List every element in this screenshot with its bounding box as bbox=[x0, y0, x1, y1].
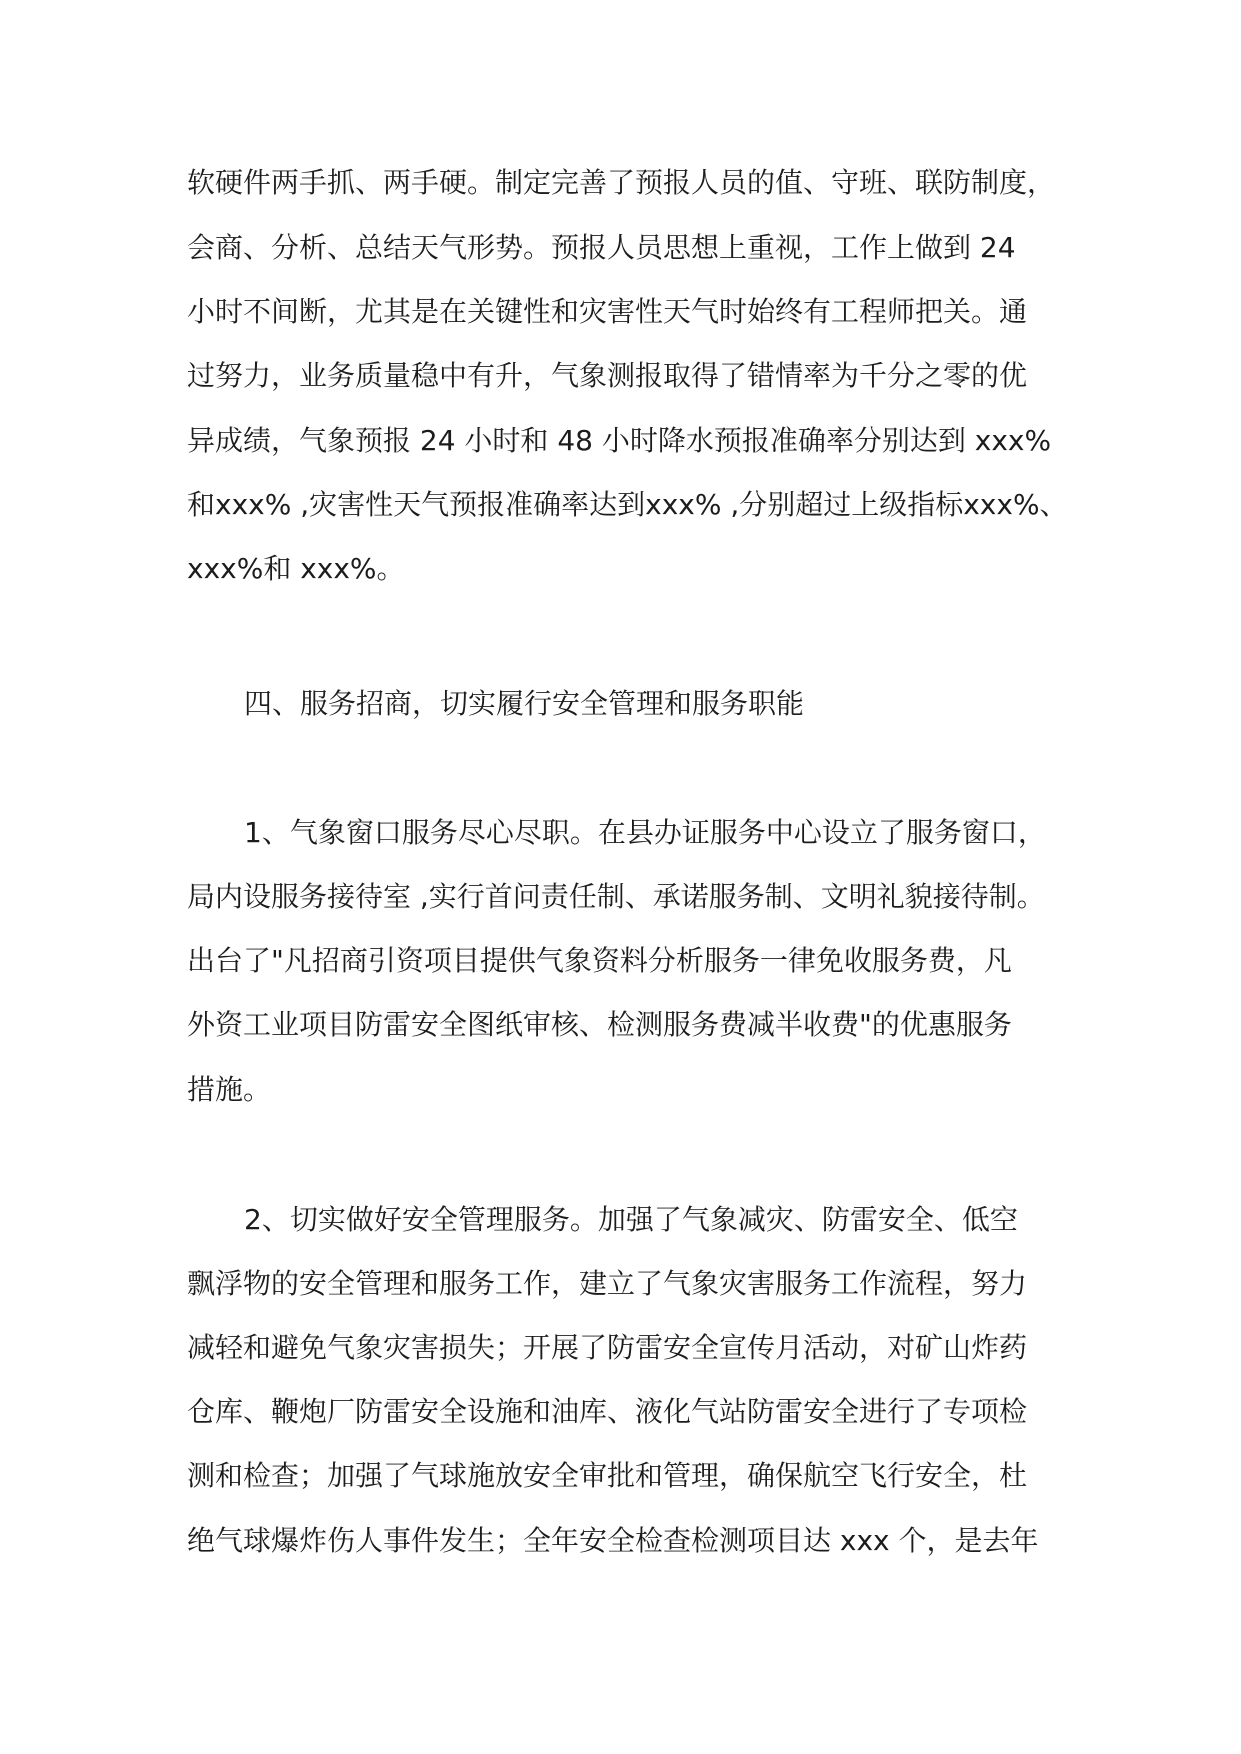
paragraph-line: 措施。 bbox=[187, 1073, 272, 1106]
paragraph-line: 异成绩，气象预报 24 小时和 48 小时降水预报准确率分别达到 xxx% bbox=[187, 424, 1052, 457]
paragraph-line: xxx%和 xxx%。 bbox=[187, 552, 405, 585]
paragraph-line: 减轻和避免气象灾害损失；开展了防雷安全宣传月活动，对矿山炸药 bbox=[187, 1331, 1028, 1364]
paragraph-line: 小时不间断，尤其是在关键性和灾害性天气时始终有工程师把关。通 bbox=[187, 295, 1028, 328]
paragraph-line: 绝气球爆炸伤人事件发生；全年安全检查检测项目达 xxx 个，是去年 bbox=[187, 1524, 1039, 1557]
paragraph-line: 会商、分析、总结天气形势。预报人员思想上重视，工作上做到 24 bbox=[187, 231, 1016, 264]
paragraph-line: 飘浮物的安全管理和服务工作，建立了气象灾害服务工作流程，努力 bbox=[187, 1267, 1028, 1300]
paragraph-line: 出台了"凡招商引资项目提供气象资料分析服务一律免收服务费，凡 bbox=[187, 944, 1012, 977]
paragraph-line: 仓库、鞭炮厂防雷安全设施和油库、液化气站防雷安全进行了专项检 bbox=[187, 1395, 1028, 1428]
section-heading: 四、服务招商，切实履行安全管理和服务职能 bbox=[244, 687, 805, 720]
paragraph-line: 和xxx% ,灾害性天气预报准确率达到xxx% ,分别超过上级指标xxx%、 bbox=[187, 488, 1068, 521]
paragraph-line: 测和检查；加强了气球施放安全审批和管理，确保航空飞行安全，杜 bbox=[187, 1459, 1028, 1492]
paragraph-line: 过努力，业务质量稳中有升，气象测报取得了错情率为千分之零的优 bbox=[187, 359, 1028, 392]
paragraph-line: 1、气象窗口服务尽心尽职。在县办证服务中心设立了服务窗口， bbox=[244, 816, 1046, 849]
paragraph-line: 2、切实做好安全管理服务。加强了气象减灾、防雷安全、低空 bbox=[244, 1203, 1018, 1236]
paragraph-line: 软硬件两手抓、两手硬。制定完善了预报人员的值、守班、联防制度， bbox=[187, 166, 1056, 199]
paragraph-line: 外资工业项目防雷安全图纸审核、检测服务费减半收费"的优惠服务 bbox=[187, 1008, 1012, 1041]
paragraph-line: 局内设服务接待室 ,实行首问责任制、承诺服务制、文明礼貌接待制。 bbox=[187, 880, 1045, 913]
